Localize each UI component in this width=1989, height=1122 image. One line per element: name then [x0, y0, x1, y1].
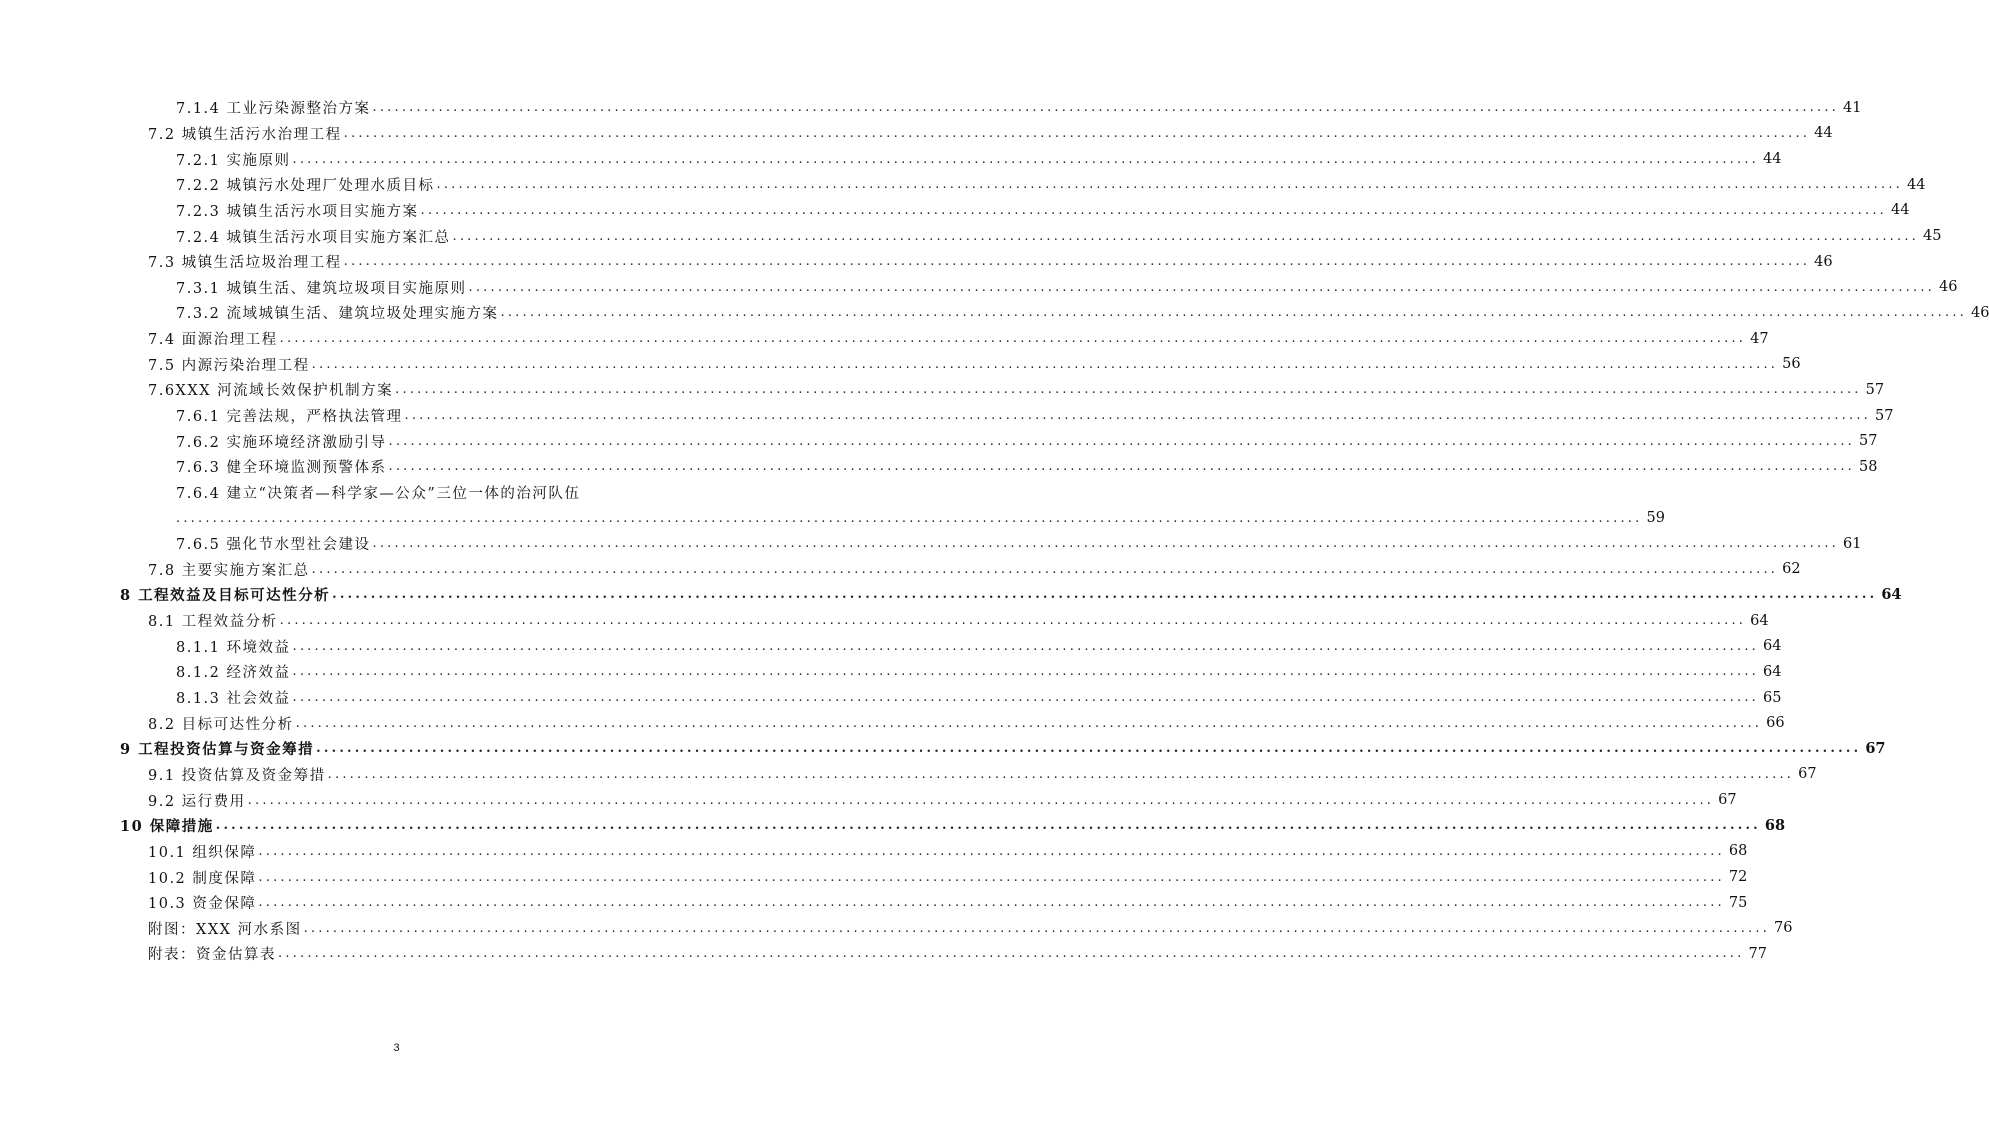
toc-entry-page: 67 [1718, 792, 1737, 809]
toc-entry-title: 9 工程投资估算与资金筹措 [120, 738, 316, 759]
toc-entry-title: 7.2.3 城镇生活污水项目实施方案 [176, 200, 421, 221]
toc-entry-page: 59 [1646, 510, 1665, 527]
toc-entry[interactable] [0, 198, 1910, 224]
toc-entry-title: 10.1 组织保障 [148, 841, 258, 862]
dot-leader: ........................................................................................................................................................................................................ [258, 895, 1725, 911]
toc-entry-page: 44 [1762, 151, 1782, 168]
toc-entry[interactable] [0, 890, 1748, 916]
toc-entry[interactable] [0, 710, 1785, 736]
toc-entry-title: 7.8 主要实施方案汇总 [148, 559, 312, 580]
toc-entry-title: 7.2.1 实施原则 [176, 149, 293, 170]
toc-entry[interactable] [0, 326, 1769, 352]
toc-entry-page: 47 [1750, 330, 1769, 347]
toc-entry-page: 57 [1858, 433, 1878, 450]
toc-entry-title: 附表：资金估算表 [148, 943, 278, 964]
toc-entry-title: 7.3.2 流域城镇生活、建筑垃圾处理实施方案 [176, 302, 501, 323]
toc-entry-title: 10 保障措施 [120, 815, 216, 836]
dot-leader: ........................................................................................................................................................................................................ [258, 869, 1725, 885]
dot-leader: ........................................................................................................................................................................................................ [468, 279, 1935, 295]
dot-leader: ........................................................................................................................................................................................................ [278, 946, 1745, 962]
toc-entry-title: 7.6.4 建立“决策者—科学家—公众”三位一体的治河队伍 [176, 482, 582, 503]
toc-entry-title: 7.1.4 工业污染源整治方案 [176, 97, 373, 118]
dot-leader: ........................................................................................................................................................................................................ [311, 356, 1779, 372]
dot-leader: ........................................................................................................................................................................................................ [316, 741, 1862, 757]
dot-leader: ........................................................................................................................................................................................................ [388, 459, 1855, 475]
toc-entry-title: 7.6XXX 河流域长效保护机制方案 [148, 379, 395, 400]
toc-entry[interactable] [0, 505, 1665, 531]
toc-entry[interactable] [0, 813, 1786, 839]
toc-entry-page: 68 [1728, 843, 1748, 860]
toc-entry-title: 7.6.2 实施环境经济激励引导 [176, 431, 389, 452]
toc-entry-page: 64 [1762, 638, 1782, 655]
toc-entry-title: 8.1.1 环境效益 [176, 636, 293, 657]
dot-leader: ........................................................................................................................................................................................................ [343, 254, 1811, 270]
toc-entry-page: 67 [1798, 766, 1817, 783]
dot-leader: ........................................................................................................................................................................................................ [372, 100, 1839, 116]
toc-entry[interactable] [0, 300, 1989, 326]
toc-entry-page: 64 [1762, 663, 1782, 680]
toc-entry-page: 61 [1842, 535, 1862, 552]
toc-entry[interactable] [0, 531, 1862, 557]
toc-entry-title: 9.1 投资估算及资金筹措 [148, 764, 328, 785]
dot-leader: ........................................................................................................................................................................................................ [247, 792, 1715, 808]
toc-entry-page: 46 [1938, 279, 1958, 296]
toc-entry-page: 72 [1728, 869, 1748, 886]
toc-entry-title: 7.6.3 健全环境监测预警体系 [176, 456, 389, 477]
toc-entry[interactable] [0, 351, 1801, 377]
toc-entry-page: 77 [1748, 945, 1767, 962]
toc-entry-page: 62 [1782, 561, 1801, 578]
toc-entry[interactable] [0, 480, 793, 506]
toc-entry-page: 75 [1728, 894, 1748, 911]
toc-entry-title: 附图：XXX 河水系图 [148, 918, 304, 939]
toc-entry[interactable] [0, 454, 1878, 480]
toc-entry[interactable] [0, 582, 1902, 608]
toc-entry[interactable] [0, 95, 1862, 121]
toc-entry-page: 46 [1814, 253, 1833, 270]
toc-entry[interactable] [0, 864, 1748, 890]
toc-entry[interactable] [0, 916, 1793, 942]
toc-entry-page: 41 [1842, 99, 1862, 116]
toc-entry[interactable] [0, 685, 1782, 711]
page-number: 3 [393, 1042, 400, 1054]
toc-entry-page: 44 [1890, 202, 1910, 219]
toc-entry[interactable] [0, 736, 1886, 762]
dot-leader: ........................................................................................................................................................................................................ [388, 433, 1855, 449]
toc-entry-title: 7.2.2 城镇污水处理厂处理水质目标 [176, 174, 437, 195]
toc-entry-title: 7.5 内源污染治理工程 [148, 354, 312, 375]
toc-entry-title: 10.2 制度保障 [148, 867, 258, 888]
toc-entry-title: 7.6.1 完善法规，严格执法管理 [176, 405, 405, 426]
toc-entry[interactable] [0, 557, 1801, 583]
toc-entry-title: 7.3 城镇生活垃圾治理工程 [148, 251, 344, 272]
dot-leader: ........................................................................................................................................................................................................ [452, 228, 1919, 244]
toc-entry-page: 44 [1814, 125, 1833, 142]
dot-leader: ........................................................................................................................................................................................................ [295, 715, 1763, 731]
toc-entry[interactable] [0, 941, 1767, 967]
toc-entry-page: 64 [1750, 612, 1769, 629]
dot-leader: ........................................................................................................................................................................................................ [500, 305, 1967, 321]
toc-entry-page: 45 [1922, 228, 1942, 245]
toc-entry-page: 66 [1766, 715, 1785, 732]
toc-entry-title: 8.2 目标可达性分析 [148, 713, 296, 734]
dot-leader: ........................................................................................................................................................................................................ [215, 818, 1761, 834]
toc-entry-title: 8.1 工程效益分析 [148, 610, 280, 631]
toc-entry-title: 7.4 面源治理工程 [148, 328, 280, 349]
toc-entry[interactable] [0, 172, 1926, 198]
toc-entry[interactable] [0, 146, 1782, 172]
dot-leader: ........................................................................................................................................................................................................ [395, 382, 1862, 398]
toc-entry-title: 7.2.4 城镇生活污水项目实施方案汇总 [176, 226, 453, 247]
toc-entry[interactable] [0, 274, 1958, 300]
dot-leader: ........................................................................................................................................................................................................ [420, 202, 1887, 218]
toc-entry[interactable] [0, 377, 1885, 403]
toc-entry[interactable] [0, 839, 1748, 865]
toc-entry-title: 7.3.1 城镇生活、建筑垃圾项目实施原则 [176, 277, 469, 298]
toc-entry[interactable] [0, 121, 1833, 147]
dot-leader: ........................................................................................................................................................................................................ [176, 510, 1643, 526]
dot-leader: ........................................................................................................................................................................................................ [292, 151, 1759, 167]
dot-leader: ........................................................................................................................................................................................................ [404, 408, 1871, 423]
dot-leader: ........................................................................................................................................................................................................ [327, 766, 1795, 782]
toc-entry-title: 10.3 资金保障 [148, 892, 258, 913]
toc-entry-page: 57 [1865, 381, 1885, 398]
toc-entry-page: 68 [1764, 817, 1786, 835]
toc-entry[interactable] [0, 762, 1817, 788]
toc-entry[interactable] [0, 633, 1782, 659]
toc-entry[interactable] [0, 659, 1782, 685]
toc-entry-title: 7.6.5 强化节水型社会建设 [176, 533, 373, 554]
dot-leader: ........................................................................................................................................................................................................ [292, 638, 1759, 654]
dot-leader: ........................................................................................................................................................................................................ [279, 331, 1747, 347]
dot-leader: ........................................................................................................................................................................................................ [279, 613, 1747, 629]
toc-entry-page: 64 [1881, 586, 1902, 604]
table-of-contents [0, 95, 1989, 967]
toc-entry-title: 8.1.2 经济效益 [176, 661, 293, 682]
toc-entry[interactable] [0, 428, 1878, 454]
dot-leader: ........................................................................................................................................................................................................ [303, 920, 1771, 936]
toc-entry[interactable] [0, 223, 1942, 249]
toc-entry-page: 65 [1762, 689, 1782, 706]
toc-entry[interactable] [0, 787, 1737, 813]
dot-leader: ........................................................................................................................................................................................................ [372, 536, 1839, 552]
toc-entry-page: 46 [1970, 304, 1989, 321]
toc-entry[interactable] [0, 608, 1769, 634]
toc-entry-page: 56 [1782, 356, 1801, 373]
toc-entry-title: 9.2 运行费用 [148, 790, 248, 811]
toc-entry-page: 57 [1874, 407, 1894, 424]
dot-leader: ........................................................................................................................................................................................................ [258, 843, 1725, 859]
dot-leader: ........................................................................................................................................................................................................ [436, 177, 1903, 193]
toc-entry-title: 8.1.3 社会效益 [176, 687, 293, 708]
toc-entry[interactable] [0, 249, 1833, 275]
toc-entry-page: 67 [1865, 740, 1886, 758]
toc-entry-page: 58 [1858, 458, 1878, 475]
dot-leader: ........................................................................................................................................................................................................ [332, 587, 1878, 603]
toc-entry-title: 7.2 城镇生活污水治理工程 [148, 123, 344, 144]
toc-entry[interactable] [0, 403, 1894, 429]
toc-entry-title: 8 工程效益及目标可达性分析 [120, 584, 332, 605]
toc-entry-page: 76 [1774, 920, 1793, 937]
dot-leader: ........................................................................................................................................................................................................ [311, 561, 1779, 577]
dot-leader: ........................................................................................................................................................................................................ [292, 664, 1759, 680]
dot-leader: ........................................................................................................................................................................................................ [292, 690, 1759, 706]
dot-leader: ........................................................................................................................................................................................................ [343, 125, 1811, 141]
toc-entry-page: 44 [1906, 176, 1926, 193]
